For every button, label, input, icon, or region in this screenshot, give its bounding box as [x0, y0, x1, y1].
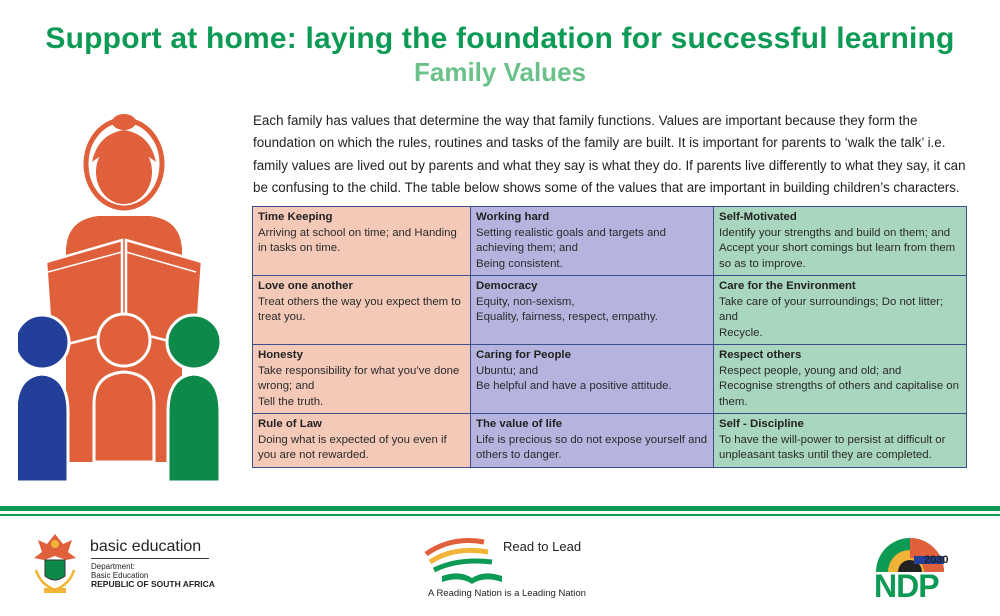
value-cell — [471, 207, 714, 276]
value-cell — [471, 345, 714, 414]
table-row — [253, 414, 967, 468]
value-cell — [714, 276, 967, 345]
value-description: Take responsibility for what you’ve done wrong; and Tell the truth. — [258, 364, 460, 408]
page-title: Support at home: laying the foundation for successful learning — [45, 22, 955, 55]
value-description: Take care of your surroundings; Do not litter; and Recycle. — [719, 295, 944, 339]
value-cell — [471, 276, 714, 345]
intro-paragraph: Each family has values that determine the way that family functions. Values are important because they form the foundation on which the rules, routines and tasks of the family are built. It is important for parents to ‘walk the talk’ i.e. family values are lived out by parents and what they say is what they do. If parents live differently to what they say, it can be confusing to the child. The table below shows some of the values that are important in building children’s characters. — [253, 113, 966, 196]
read-to-lead-tagline: A Reading Nation is a Leading Nation — [428, 588, 586, 599]
footer-divider-thin — [0, 514, 1000, 516]
value-description: Arriving at school on time; and Handing in tasks on time. — [258, 226, 457, 254]
dbe-country: REPUBLIC OF SOUTH AFRICA — [91, 579, 215, 589]
value-description: Respect people, young and old; and Recognise strengths of others and capitalise on them. — [719, 364, 959, 408]
page-subtitle: Family Values — [414, 57, 586, 87]
dbe-name: basic education — [90, 538, 202, 555]
value-cell — [253, 276, 471, 345]
table-row — [253, 276, 967, 345]
value-heading: Care for the Environment — [719, 280, 856, 292]
value-heading: Love one another — [258, 280, 353, 292]
value-description: Life is precious so do not expose yourself and others to danger. — [476, 433, 708, 461]
coat-of-arms-icon — [30, 530, 80, 594]
value-cell — [253, 414, 471, 468]
value-heading: Rule of Law — [258, 418, 322, 430]
value-heading: Respect others — [719, 349, 802, 361]
open-book-icon — [422, 528, 522, 588]
ndp-year: 2030 — [924, 554, 949, 566]
value-heading: Self-Motivated — [719, 211, 797, 223]
value-heading: Caring for People — [476, 349, 571, 361]
value-description: Ubuntu; and Be helpful and have a positive attitude. — [476, 364, 672, 392]
table-row — [253, 207, 967, 276]
value-cell — [253, 345, 471, 414]
dbe-underline — [91, 558, 209, 559]
value-description: Setting realistic goals and targets and achieving them; and Being consistent. — [476, 226, 666, 270]
dbe-department-name: Basic Education — [91, 571, 149, 580]
value-cell — [471, 414, 714, 468]
value-cell — [714, 345, 967, 414]
value-description: Identify your strengths and build on them; and Accept your short comings but learn from them so as to improve. — [719, 226, 956, 270]
value-cell — [714, 414, 967, 468]
value-heading: Time Keeping — [258, 211, 333, 223]
family-values-table — [252, 206, 967, 468]
ndp-name: NDP — [874, 568, 939, 604]
read-to-lead-title: Read to Lead — [503, 539, 582, 554]
value-heading: Honesty — [258, 349, 303, 361]
value-description: Equity, non-sexism, Equality, fairness, respect, empathy. — [476, 295, 658, 323]
value-description: To have the will-power to persist at difficult or unpleasant tasks until they are completed. — [719, 433, 946, 461]
value-heading: Self - Discipline — [719, 418, 804, 430]
table-row — [253, 345, 967, 414]
value-cell — [714, 207, 967, 276]
family-reading-illustration — [18, 112, 224, 482]
value-cell — [253, 207, 471, 276]
value-heading: Democracy — [476, 280, 538, 292]
value-description: Doing what is expected of you even if you are not rewarded. — [258, 433, 447, 461]
value-description: Treat others the way you expect them to treat you. — [258, 295, 461, 323]
value-heading: The value of life — [476, 418, 563, 430]
dbe-department-label: Department: — [91, 562, 136, 571]
footer-divider-thick — [0, 506, 1000, 511]
value-heading: Working hard — [476, 211, 550, 223]
